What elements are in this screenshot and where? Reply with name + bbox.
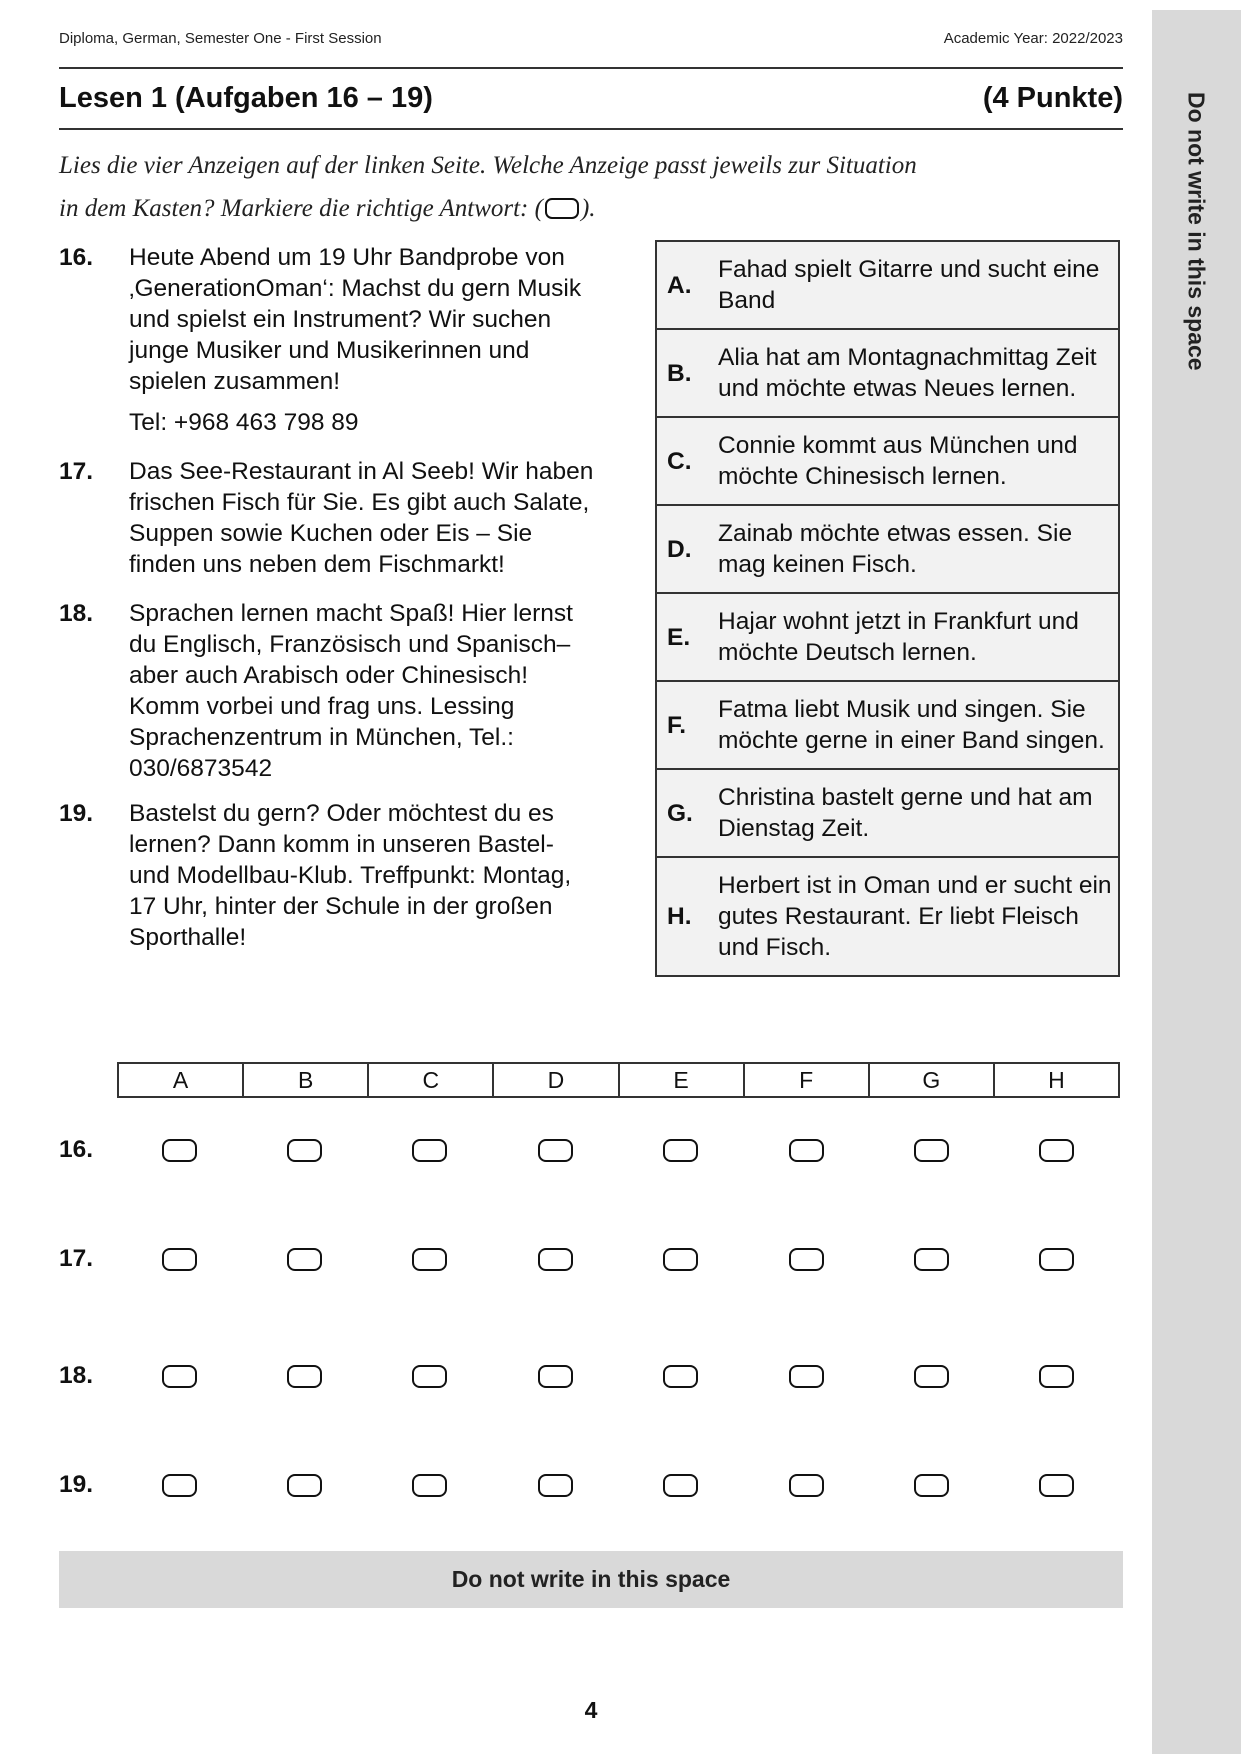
situation-text: Connie kommt aus München und möchte Chinesisch lernen. xyxy=(718,417,1119,505)
section-points: (4 Punkte) xyxy=(982,82,1123,114)
situation-text: Hajar wohnt jetzt in Frankfurt und möchte Deutsch lernen. xyxy=(718,593,1119,681)
ad-list xyxy=(59,242,599,953)
grid-column-d: D xyxy=(494,1064,619,1096)
answer-bubble-c[interactable] xyxy=(412,1248,447,1271)
grid-column-c: C xyxy=(369,1064,494,1096)
instructions-line-2 xyxy=(59,187,1079,230)
instructions-text-end: ). xyxy=(580,195,596,222)
section-title xyxy=(59,82,1123,115)
answer-bubble-h[interactable] xyxy=(1039,1474,1074,1497)
situation-text: Zainab möchte etwas essen. Sie mag keinen Fisch. xyxy=(718,505,1119,593)
answer-bubble-e[interactable] xyxy=(663,1248,698,1271)
situation-row-a xyxy=(656,241,1119,329)
answer-bubble-g[interactable] xyxy=(914,1139,949,1162)
situation-text: Christina bastelt gerne und hat am Dienstag Zeit. xyxy=(718,769,1119,857)
situation-text: Alia hat am Montagnachmittag Zeit und möchte etwas Neues lernen. xyxy=(718,329,1119,417)
answer-bubble-d[interactable] xyxy=(538,1365,573,1388)
answer-bubble-a[interactable] xyxy=(162,1248,197,1271)
answer-row-number: 19. xyxy=(59,1471,94,1498)
grid-column-e: E xyxy=(620,1064,745,1096)
answer-bubble-f[interactable] xyxy=(789,1248,824,1271)
answer-row xyxy=(59,1130,1123,1170)
grid-column-b: B xyxy=(244,1064,369,1096)
ad-number: 19. xyxy=(59,800,94,827)
instructions-line-1: Lies die vier Anzeigen auf der linken Seite. Welche Anzeige passt jeweils zur Situation xyxy=(59,152,917,179)
bottom-note: Do not write in this space xyxy=(59,1551,1123,1608)
answer-bubble-f[interactable] xyxy=(789,1365,824,1388)
answer-bubble-g[interactable] xyxy=(914,1365,949,1388)
situation-letter: B. xyxy=(656,329,718,417)
ad-item-16 xyxy=(59,242,599,438)
situation-row-e xyxy=(656,593,1119,681)
situation-row-f xyxy=(656,681,1119,769)
situation-letter: C. xyxy=(656,417,718,505)
answer-bubble-e[interactable] xyxy=(663,1365,698,1388)
answer-bubble-c[interactable] xyxy=(412,1139,447,1162)
grid-column-a: A xyxy=(119,1064,244,1096)
grid-column-g: G xyxy=(870,1064,995,1096)
answer-bubble-c[interactable] xyxy=(412,1474,447,1497)
situation-row-g xyxy=(656,769,1119,857)
ad-item-18 xyxy=(59,598,599,784)
answer-bubble-g[interactable] xyxy=(914,1248,949,1271)
instructions xyxy=(59,144,1079,230)
situation-letter: A. xyxy=(656,241,718,329)
situation-row-h xyxy=(656,857,1119,976)
situation-text: Fatma liebt Musik und singen. Sie möchte gerne in einer Band singen. xyxy=(718,681,1119,769)
situation-letter: D. xyxy=(656,505,718,593)
answer-grid-header xyxy=(117,1062,1120,1098)
answer-bubble-a[interactable] xyxy=(162,1365,197,1388)
answer-bubble-h[interactable] xyxy=(1039,1248,1074,1271)
answer-row-number: 18. xyxy=(59,1362,94,1389)
answer-bubble-c[interactable] xyxy=(412,1365,447,1388)
answer-bubble-f[interactable] xyxy=(789,1139,824,1162)
answer-bubble-e[interactable] xyxy=(663,1139,698,1162)
situation-row-c xyxy=(656,417,1119,505)
situation-letter: F. xyxy=(656,681,718,769)
situation-letter: H. xyxy=(656,857,718,976)
answer-bubble-b[interactable] xyxy=(287,1474,322,1497)
ad-text: Das See-Restaurant in Al Seeb! Wir haben frischen Fisch für Sie. Es gibt auch Salate, Suppen sowie Kuchen oder Eis – Sie finden uns neben dem Fischmarkt! xyxy=(129,458,594,578)
title-rule xyxy=(59,128,1123,130)
answer-bubble-a[interactable] xyxy=(162,1139,197,1162)
answer-bubble-b[interactable] xyxy=(287,1365,322,1388)
answer-bubble-d[interactable] xyxy=(538,1248,573,1271)
ad-number: 16. xyxy=(59,244,94,271)
situation-letter: G. xyxy=(656,769,718,857)
answer-bubble-h[interactable] xyxy=(1039,1139,1074,1162)
ad-text: Bastelst du gern? Oder möchtest du es lernen? Dann komm in unseren Bastel- und Modellbau-Klub. Treffpunkt: Montag, 17 Uhr, hinter der Schule in der großen Sporthalle! xyxy=(129,800,572,951)
header-academic-year: Academic Year: 2022/2023 xyxy=(943,30,1123,47)
answer-bubble-h[interactable] xyxy=(1039,1365,1074,1388)
ad-phone: Tel: +968 463 798 89 xyxy=(129,409,359,436)
situation-table xyxy=(655,240,1120,977)
margin-note: Do not write in this space xyxy=(1183,92,1210,371)
situation-text: Fahad spielt Gitarre und sucht eine Band xyxy=(718,241,1119,329)
ad-item-17 xyxy=(59,456,599,580)
ad-text: Sprachen lernen macht Spaß! Hier lernst du Englisch, Französisch und Spanisch– aber auch Arabisch oder Chinesisch! Komm vorbei und frag uns. Lessing Sprachenzentrum in München, Tel.: 030/6873542 xyxy=(129,600,573,782)
grid-column-f: F xyxy=(745,1064,870,1096)
ad-number: 17. xyxy=(59,458,94,485)
answer-row xyxy=(59,1356,1123,1396)
page-number: 4 xyxy=(584,1697,598,1723)
instructions-text: in dem Kasten? Markiere die richtige Antwort: ( xyxy=(59,195,543,222)
situation-letter: E. xyxy=(656,593,718,681)
answer-bubble-a[interactable] xyxy=(162,1474,197,1497)
answer-row-number: 17. xyxy=(59,1245,94,1272)
answer-bubble-d[interactable] xyxy=(538,1474,573,1497)
header-course: Diploma, German, Semester One - First Session xyxy=(59,30,382,47)
section-heading: Lesen 1 (Aufgaben 16 – 19) xyxy=(59,82,433,114)
page-header xyxy=(59,30,1123,47)
answer-row xyxy=(59,1465,1123,1505)
answer-bubble-e[interactable] xyxy=(663,1474,698,1497)
ad-number: 18. xyxy=(59,600,94,627)
situation-row-b xyxy=(656,329,1119,417)
ad-text: Heute Abend um 19 Uhr Bandprobe von ‚GenerationOman‘: Machst du gern Musik und spielst ein Instrument? Wir suchen junge Musiker und Musikerinnen und spielen zusammen! xyxy=(129,244,582,395)
answer-bubble-f[interactable] xyxy=(789,1474,824,1497)
situation-row-d xyxy=(656,505,1119,593)
answer-bubble-g[interactable] xyxy=(914,1474,949,1497)
answer-row-number: 16. xyxy=(59,1136,94,1163)
answer-oval-icon xyxy=(545,198,579,219)
grid-column-h: H xyxy=(1048,1067,1065,1093)
answer-row xyxy=(59,1239,1123,1279)
ad-item-19 xyxy=(59,798,599,953)
situation-text: Herbert ist in Oman und er sucht ein gutes Restaurant. Er liebt Fleisch und Fisch. xyxy=(718,857,1119,976)
answer-bubble-b[interactable] xyxy=(287,1248,322,1271)
answer-bubble-d[interactable] xyxy=(538,1139,573,1162)
answer-bubble-b[interactable] xyxy=(287,1139,322,1162)
header-rule xyxy=(59,67,1123,69)
